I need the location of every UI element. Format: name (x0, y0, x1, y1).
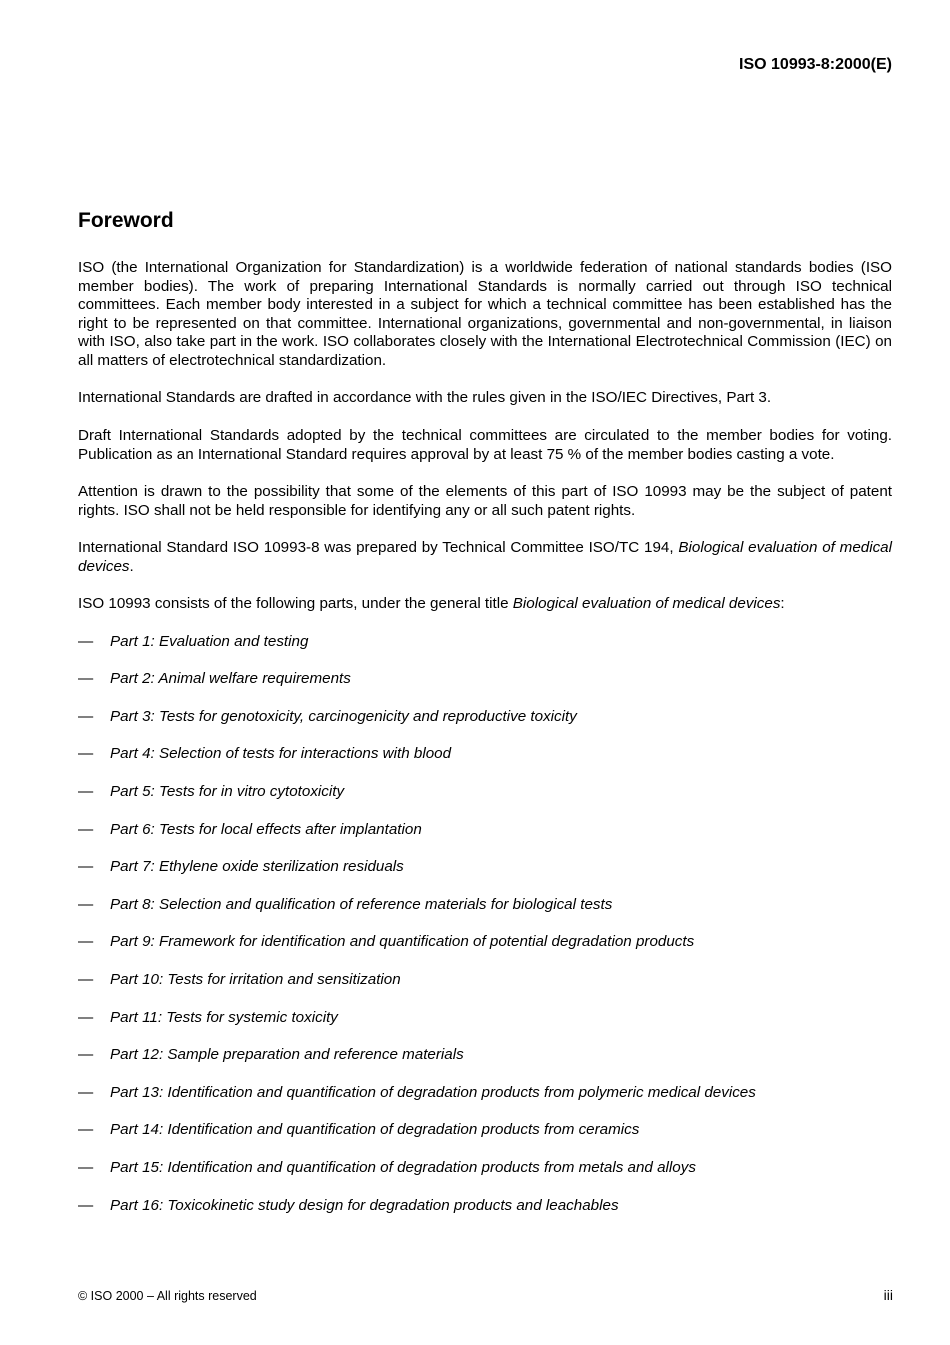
list-item (78, 633, 892, 671)
list-item (78, 708, 892, 746)
part-title: Part 15: Identification and quantification of degradation products from metals and alloys (110, 1158, 696, 1176)
list-item (78, 1197, 892, 1235)
parts-intro-title: Biological evaluation of medical devices (512, 595, 781, 613)
list-dash: — (78, 895, 94, 913)
foreword-body (78, 259, 892, 1234)
list-item (78, 1009, 892, 1047)
document-reference: ISO 10993-8:2000(E) (739, 56, 892, 73)
part-title: Part 10: Tests for irritation and sensitization (110, 971, 401, 988)
list-dash: — (78, 745, 94, 763)
list-item (78, 783, 892, 821)
list-dash: — (78, 1121, 94, 1139)
paragraph-patent-rights: Attention is drawn to the possibility that some of the elements of this part of ISO 10993 may be the subject of patent rights. ISO shall not be held responsible for identifying any or all such patent rights. (78, 483, 892, 519)
parts-list (78, 633, 892, 1235)
list-item (78, 1159, 892, 1197)
part-title: Part 3: Tests for genotoxicity, carcinogenicity and reproductive toxicity (110, 707, 577, 725)
list-item (78, 1121, 892, 1159)
part-title: Part 12: Sample preparation and reference materials (110, 1046, 464, 1064)
list-dash: — (78, 971, 94, 988)
part-title: Part 9: Framework for identification and quantification of potential degradation products (110, 933, 695, 951)
part-title: Part 5: Tests for in vitro cytotoxicity (110, 783, 345, 801)
list-dash: — (78, 1158, 94, 1176)
list-dash: — (78, 670, 94, 688)
list-dash: — (78, 1008, 94, 1026)
paragraph-preparation (78, 539, 892, 576)
list-item (78, 1084, 892, 1122)
list-item (78, 858, 892, 896)
list-item (78, 745, 892, 783)
list-item (78, 670, 892, 708)
preparation-text: International Standard ISO 10993-8 was prepared by Technical Committee ISO/TC 194, (78, 539, 679, 557)
parts-intro-text: ISO 10993 consists of the following parts, under the general title (78, 595, 513, 613)
paragraph-parts-intro (78, 595, 892, 614)
part-title: Part 8: Selection and qualification of reference materials for biological tests (110, 895, 613, 913)
list-dash: — (78, 1196, 94, 1214)
page-title: Foreword (78, 209, 174, 232)
part-title: Part 11: Tests for systemic toxicity (110, 1008, 338, 1026)
list-item (78, 1046, 892, 1084)
list-dash: — (78, 1046, 94, 1064)
list-dash: — (78, 820, 94, 838)
paragraph-iso-overview: ISO (the International Organization for Standardization) is a worldwide federation of national standards bodies (ISO member bodies). The work of preparing International Standards is normally carried out through ISO technical committees. Each member body interested in a subject for which a technical committee has been established has the right to be represented on that committee. International organizations, governmental and non-governmental, in liaison with ISO, also take part in the work. ISO collaborates closely with the International Electrotechnical Commission (IEC) on all matters of electrotechnical standardization. (78, 259, 892, 369)
list-item (78, 971, 892, 1009)
list-dash: — (78, 632, 94, 650)
part-title: Part 6: Tests for local effects after implantation (110, 820, 422, 838)
list-dash: — (78, 933, 94, 951)
list-item (78, 896, 892, 934)
copyright-notice: © ISO 2000 – All rights reserved (78, 1289, 257, 1303)
list-dash: — (78, 1083, 94, 1101)
part-title: Part 13: Identification and quantification of degradation products from polymeric medical devices (110, 1083, 756, 1101)
list-item (78, 933, 892, 971)
paragraph-directives: International Standards are drafted in accordance with the rules given in the ISO/IEC Directives, Part 3. (78, 389, 772, 407)
list-dash: — (78, 783, 94, 801)
part-title: Part 14: Identification and quantification of degradation products from ceramics (110, 1121, 640, 1139)
part-title: Part 2: Animal welfare requirements (110, 670, 351, 688)
part-title: Part 16: Toxicokinetic study design for degradation products and leachables (110, 1196, 619, 1214)
list-item (78, 821, 892, 859)
part-title: Part 1: Evaluation and testing (110, 632, 309, 650)
part-title: Part 4: Selection of tests for interactions with blood (110, 745, 452, 763)
list-dash: — (78, 707, 94, 725)
parts-intro-end: : (780, 595, 785, 613)
preparation-title: Biological evaluation of medical devices (78, 539, 893, 575)
paragraph-draft-standards: Draft International Standards adopted by the technical committees are circulated to the member bodies for voting. Publication as an International Standard requires approval by at least 75 % of the member bodies casting a vote. (78, 426, 892, 463)
page-number: iii (883, 1287, 893, 1303)
part-title: Part 7: Ethylene oxide sterilization residuals (110, 858, 404, 876)
preparation-end: . (129, 557, 134, 575)
list-dash: — (78, 858, 94, 876)
